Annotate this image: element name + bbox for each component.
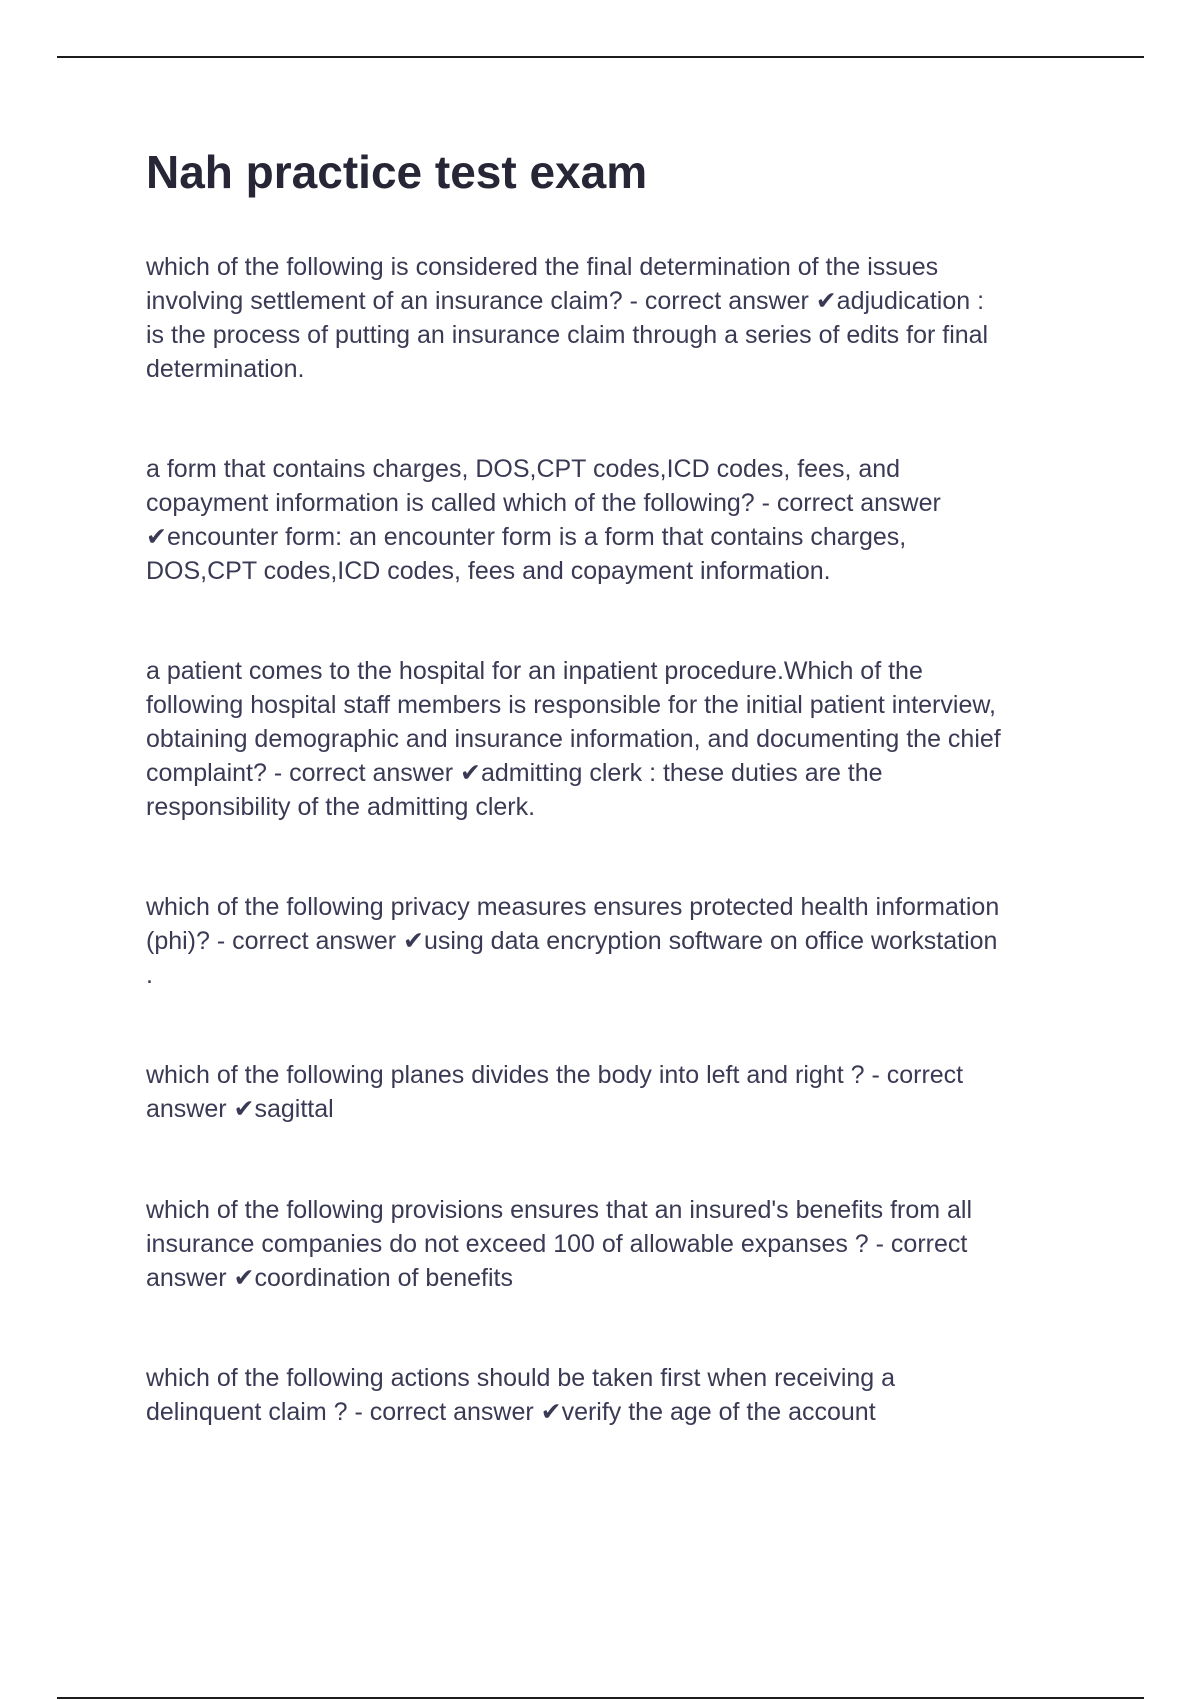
qa-entry-2: a form that contains charges, DOS,CPT codes,ICD codes, fees, and copayment information is called which of the following? - correct answer ✔encounter form: an encounter form is a form that contains charges, DOS,CPT codes,ICD codes, fees and copayment information. <box>146 455 941 585</box>
page-title: Nah practice test exam <box>146 146 648 198</box>
qa-entry-3: a patient comes to the hospital for an inpatient procedure.Which of the following hospital staff members is responsible for the initial patient interview, obtaining demographic and insurance information, and documenting the chief complaint? - correct answer ✔admitting clerk : these duties are the responsibility of the admitting clerk. <box>146 657 1001 821</box>
qa-entry-7: which of the following actions should be taken first when receiving a delinquent claim ? - correct answer ✔verify the age of the account <box>146 1364 896 1426</box>
qa-entry-6: which of the following provisions ensures that an insured's benefits from all insurance companies do not exceed 100 of allowable expanses ? - correct answer ✔coordination of benefits <box>146 1196 973 1292</box>
qa-entry-1: which of the following is considered the final determination of the issues involving settlement of an insurance claim? - correct answer ✔adjudication : is the process of putting an insurance claim through a series of edits for final determination. <box>146 253 989 383</box>
bottom-rule <box>57 1697 1144 1699</box>
qa-entry-4: which of the following privacy measures ensures protected health information (phi)? - correct answer ✔using data encryption software on office workstation . <box>146 893 1000 989</box>
top-rule <box>57 56 1144 58</box>
qa-entry-5: which of the following planes divides the body into left and right ? - correct answer ✔sagittal <box>146 1061 964 1123</box>
